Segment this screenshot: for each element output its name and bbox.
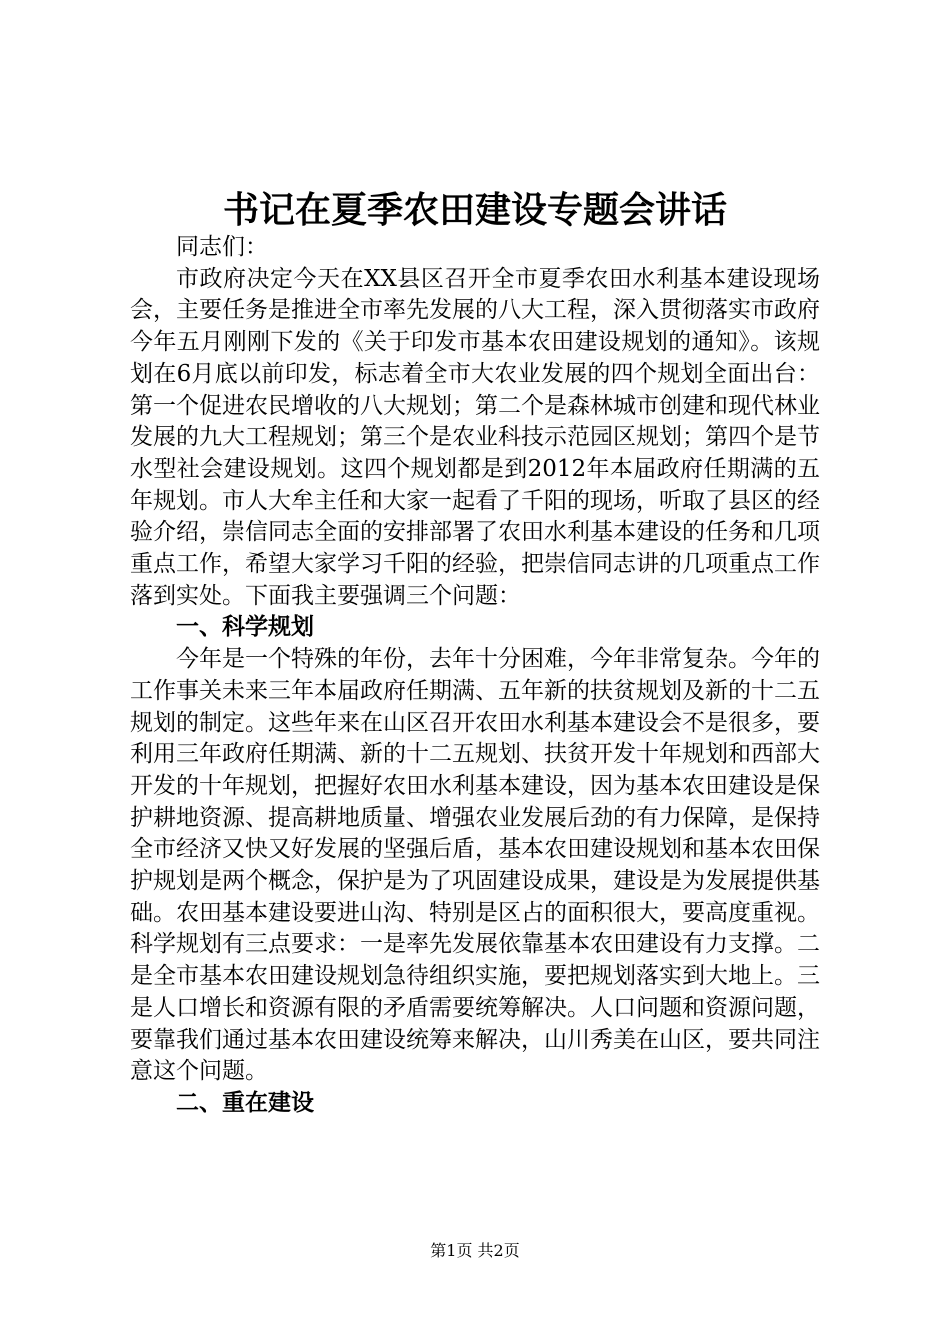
section-heading-planning: 一、科学规划 [176,614,314,641]
document-body [130,232,820,1120]
intro-paragraph: 市政府决定今天在XX县区召开全市夏季农田水利基本建设现场会，主要任务是推进全市率先发展的八大工程，深入贯彻落实市政府今年五月刚刚下发的《关于印发市基本农田建设规划的通知》。该规划在6月底以前印发，标志着全市大农业发展的四个规划全面出台：第一个促进农民增收的八大规划；第二个是森林城市创建和现代林业发展的九大工程规划；第三个是农业科技示范园区规划；第四个是节水型社会建设规划。这四个规划都是到2012年本届政府任期满的五年规划。市人大牟主任和大家一起看了千阳的现场，听取了县区的经验介绍，崇信同志全面的安排部署了农田水利基本建设的任务和几项重点工作，希望大家学习千阳的经验，把崇信同志讲的几项重点工作落到实处。下面我主要强调三个问题： [130,265,820,609]
document-title: 书记在夏季农田建设专题会讲话 [222,190,727,231]
salutation: 同志们： [176,234,268,260]
page-indicator: 第1页 共2页 [430,1241,520,1260]
section-body-planning: 今年是一个特殊的年份，去年十分困难，今年非常复杂。今年的工作事关未来三年本届政府任期满、五年新的扶贫规划及新的十二五规划的制定。这些年来在山区召开农田水利基本建设会不是很多，要利用三年政府任期满、新的十二五规划、扶贫开发十年规划和西部大开发的十年规划，把握好农田水利基本建设，因为基本农田建设是保护耕地资源、提高耕地质量、增强农业发展后劲的有力保障，是保持全市经济又快又好发展的坚强后盾，基本农田建设规划和基本农田保护规划是两个概念，保护是为了巩固建设成果，建设是为发展提供基础。农田基本建设要进山沟、特别是区占的面积很大，要高度重视。科学规划有三点要求：一是率先发展依靠基本农田建设有力支撑。二是全市基本农田建设规划急待组织实施，要把规划落实到大地上。三是人口增长和资源有限的矛盾需要统筹解决。人口问题和资源问题，要靠我们通过基本农田建设统筹来解决，山川秀美在山区，要共同注意这个问题。 [130,646,820,1085]
section-heading-construction: 二、重在建设 [176,1089,314,1116]
